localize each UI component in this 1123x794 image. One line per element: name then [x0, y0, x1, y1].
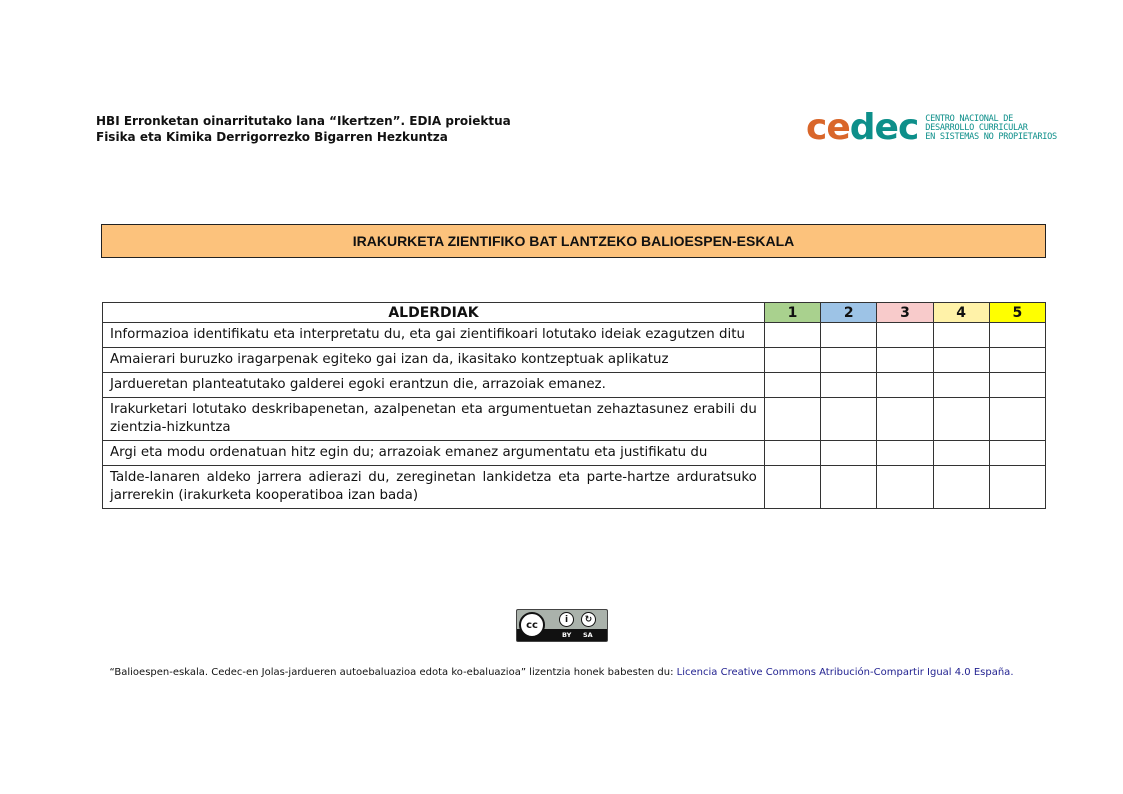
sa-label: SA	[583, 631, 593, 639]
rating-cell[interactable]	[989, 441, 1045, 466]
rating-cell[interactable]	[933, 466, 989, 509]
attribution-icon: i	[559, 612, 574, 627]
logo-sub-line-1: CENTRO NACIONAL DE	[925, 113, 1014, 124]
criterion-text: Informazioa identifikatu eta interpretatu du, eta gai zientifikoari lotutako ideiak ezagutzen ditu	[103, 323, 765, 348]
criterion-text: Irakurketari lotutako deskribapenetan, azalpenetan eta argumentuetan zehaztasunez erabili du zientzia-hizkuntza	[103, 398, 765, 441]
table-row	[103, 466, 1046, 509]
criterion-text: Argi eta modu ordenatuan hitz egin du; arrazoiak emanez argumentatu eta justifikatu du	[103, 441, 765, 466]
criterion-text: Talde-lanaren aldeko jarrera adierazi du, zereginetan lankidetza eta parte-hartze arduratsuko jarrerekin (irakurketa kooperatiboa izan bada)	[103, 466, 765, 509]
level-header-1: 1	[764, 303, 820, 323]
criteria-column-header: ALDERDIAK	[103, 303, 765, 323]
rating-cell[interactable]	[821, 323, 877, 348]
page-title: IRAKURKETA ZIENTIFIKO BAT LANTZEKO BALIOESPEN-ESKALA	[101, 224, 1046, 258]
rating-cell[interactable]	[877, 373, 933, 398]
rating-cell[interactable]	[764, 441, 820, 466]
rating-cell[interactable]	[989, 373, 1045, 398]
by-label: BY	[562, 631, 572, 639]
logo-subtitle	[925, 115, 1057, 142]
header-line-subject: Fisika eta Kimika Derrigorrezko Bigarren Hezkuntza	[96, 130, 448, 144]
rating-cell[interactable]	[877, 323, 933, 348]
rating-cell[interactable]	[933, 398, 989, 441]
rating-cell[interactable]	[933, 373, 989, 398]
license-link[interactable]: Licencia Creative Commons Atribución-Compartir Igual 4.0 España.	[676, 667, 1014, 678]
logo-sub-line-3: EN SISTEMAS NO PROPIETARIOS	[925, 131, 1057, 142]
rating-cell[interactable]	[989, 323, 1045, 348]
rating-cell[interactable]	[764, 398, 820, 441]
level-header-5: 5	[989, 303, 1045, 323]
cc-by-sa-badge	[516, 609, 608, 642]
rating-cell[interactable]	[933, 441, 989, 466]
table-row	[103, 323, 1046, 348]
rating-cell[interactable]	[764, 466, 820, 509]
rating-cell[interactable]	[821, 348, 877, 373]
license-footer	[0, 667, 1123, 678]
rating-cell[interactable]	[764, 348, 820, 373]
cedec-logo	[806, 108, 1057, 148]
table-row	[103, 373, 1046, 398]
logo-wordmark	[806, 107, 919, 148]
level-header-2: 2	[821, 303, 877, 323]
header-line-project: HBI Erronketan oinarritutako lana “Ikertzen”. EDIA proiektua	[96, 114, 511, 128]
table-row	[103, 398, 1046, 441]
rating-scale-table	[102, 302, 1046, 509]
rating-cell[interactable]	[877, 348, 933, 373]
cc-icon: cc	[519, 612, 545, 638]
rating-cell[interactable]	[989, 398, 1045, 441]
rating-cell[interactable]	[933, 348, 989, 373]
rating-cell[interactable]	[764, 323, 820, 348]
table-row	[103, 441, 1046, 466]
rating-cell[interactable]	[877, 466, 933, 509]
logo-sub-line-2: DESARROLLO CURRICULAR	[925, 122, 1028, 133]
document-header	[96, 113, 511, 145]
rating-cell[interactable]	[877, 398, 933, 441]
rating-cell[interactable]	[821, 466, 877, 509]
criterion-text: Jarduеretan planteatutako galderei egoki erantzun die, arrazoiak emanez.	[103, 373, 765, 398]
license-statement: “Balioespen-eskala. Cedec-en Jolas-jardueren autoebaluazioa edota ko-ebaluazioa” lizentzia honek babesten du:	[109, 667, 677, 678]
rating-cell[interactable]	[989, 466, 1045, 509]
logo-word-dec: dec	[849, 107, 919, 148]
share-alike-icon: ↻	[581, 612, 596, 627]
rating-cell[interactable]	[764, 373, 820, 398]
logo-word-ce: ce	[806, 107, 850, 148]
rating-cell[interactable]	[821, 441, 877, 466]
table-header-row	[103, 303, 1046, 323]
rating-cell[interactable]	[877, 441, 933, 466]
rating-cell[interactable]	[933, 323, 989, 348]
rating-cell[interactable]	[821, 373, 877, 398]
table-row	[103, 348, 1046, 373]
level-header-3: 3	[877, 303, 933, 323]
criterion-text: Amaierari buruzko iragarpenak egiteko gai izan da, ikasitako kontzeptuak aplikatuz	[103, 348, 765, 373]
rating-cell[interactable]	[821, 398, 877, 441]
level-header-4: 4	[933, 303, 989, 323]
rating-cell[interactable]	[989, 348, 1045, 373]
